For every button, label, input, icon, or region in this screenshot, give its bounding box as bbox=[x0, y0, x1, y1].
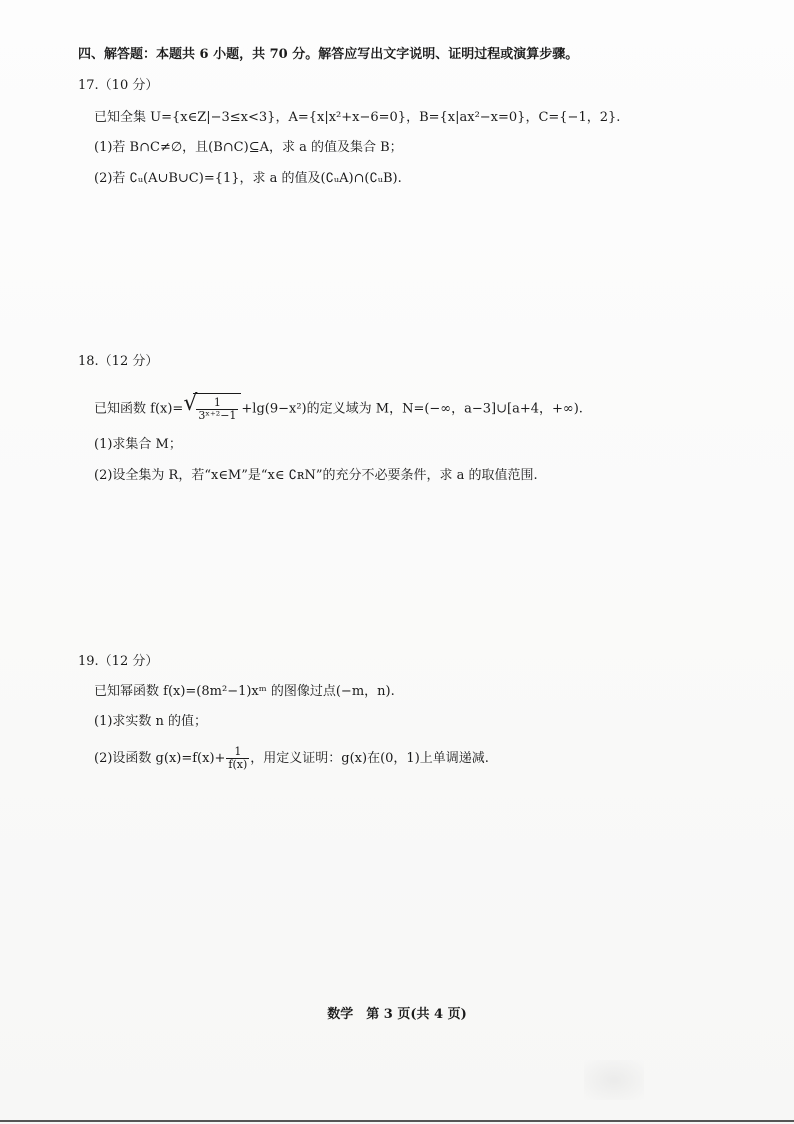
q18-part1: (1)求集合 M； bbox=[94, 437, 182, 452]
q18-fraction bbox=[196, 397, 238, 422]
q17-part2: (2)若 ∁ᵤ(A∪B∪C)={1}，求 a 的值及(∁ᵤA)∩(∁ᵤB). bbox=[94, 171, 402, 186]
q19-fraction bbox=[226, 746, 249, 771]
q17-part1: (1)若 B∩C≠∅，且(B∩C)⊆A，求 a 的值及集合 B； bbox=[94, 140, 403, 155]
q19-part2-after: ，用定义证明：g(x)在(0，1)上单调递减. bbox=[250, 751, 489, 766]
q19-part2 bbox=[94, 744, 489, 774]
q18-part2: (2)设全集为 R，若“x∈M”是“x∈ ∁ʀN”的充分不必要条件，求 a 的取值范围. bbox=[94, 468, 538, 483]
sqrt-expression bbox=[183, 393, 241, 425]
q19-part1: (1)求实数 n 的值； bbox=[94, 714, 208, 729]
section-title: 四、解答题：本题共 6 小题，共 70 分。解答应写出文字说明、证明过程或演算步骤。 bbox=[78, 47, 579, 62]
q19-frac-den: f(x) bbox=[228, 758, 248, 771]
q17-header: 17.（10 分） bbox=[78, 78, 159, 93]
q19-header: 19.（12 分） bbox=[78, 654, 159, 669]
q18-frac-den: 3ˣ⁺²−1 bbox=[198, 409, 237, 422]
radical-sign: √ bbox=[183, 391, 198, 416]
q19-part2-before: (2)设函数 g(x)=f(x)+ bbox=[94, 751, 226, 766]
q18-stem-after: +lg(9−x²)的定义域为 M，N=(−∞，a−3]∪[a+4，+∞). bbox=[241, 401, 583, 417]
q19-frac-num: 1 bbox=[234, 745, 242, 758]
q18-stem-before: 已知函数 f(x)= bbox=[94, 401, 184, 417]
bottom-edge-rule bbox=[0, 1120, 794, 1122]
scan-smudge bbox=[584, 1060, 644, 1100]
q18-frac-num: 1 bbox=[213, 396, 221, 409]
q17-stem: 已知全集 U={x∈Z|−3≤x<3}，A={x|x²+x−6=0}，B={x|ax²−x=0}，C={−1，2}. bbox=[94, 110, 621, 125]
q18-header: 18.（12 分） bbox=[78, 354, 159, 369]
q19-stem: 已知幂函数 f(x)=(8m²−1)xᵐ 的图像过点(−m，n). bbox=[94, 684, 395, 699]
page-footer: 数学 第 3 页(共 4 页) bbox=[327, 1007, 467, 1022]
q18-stem bbox=[94, 393, 583, 425]
